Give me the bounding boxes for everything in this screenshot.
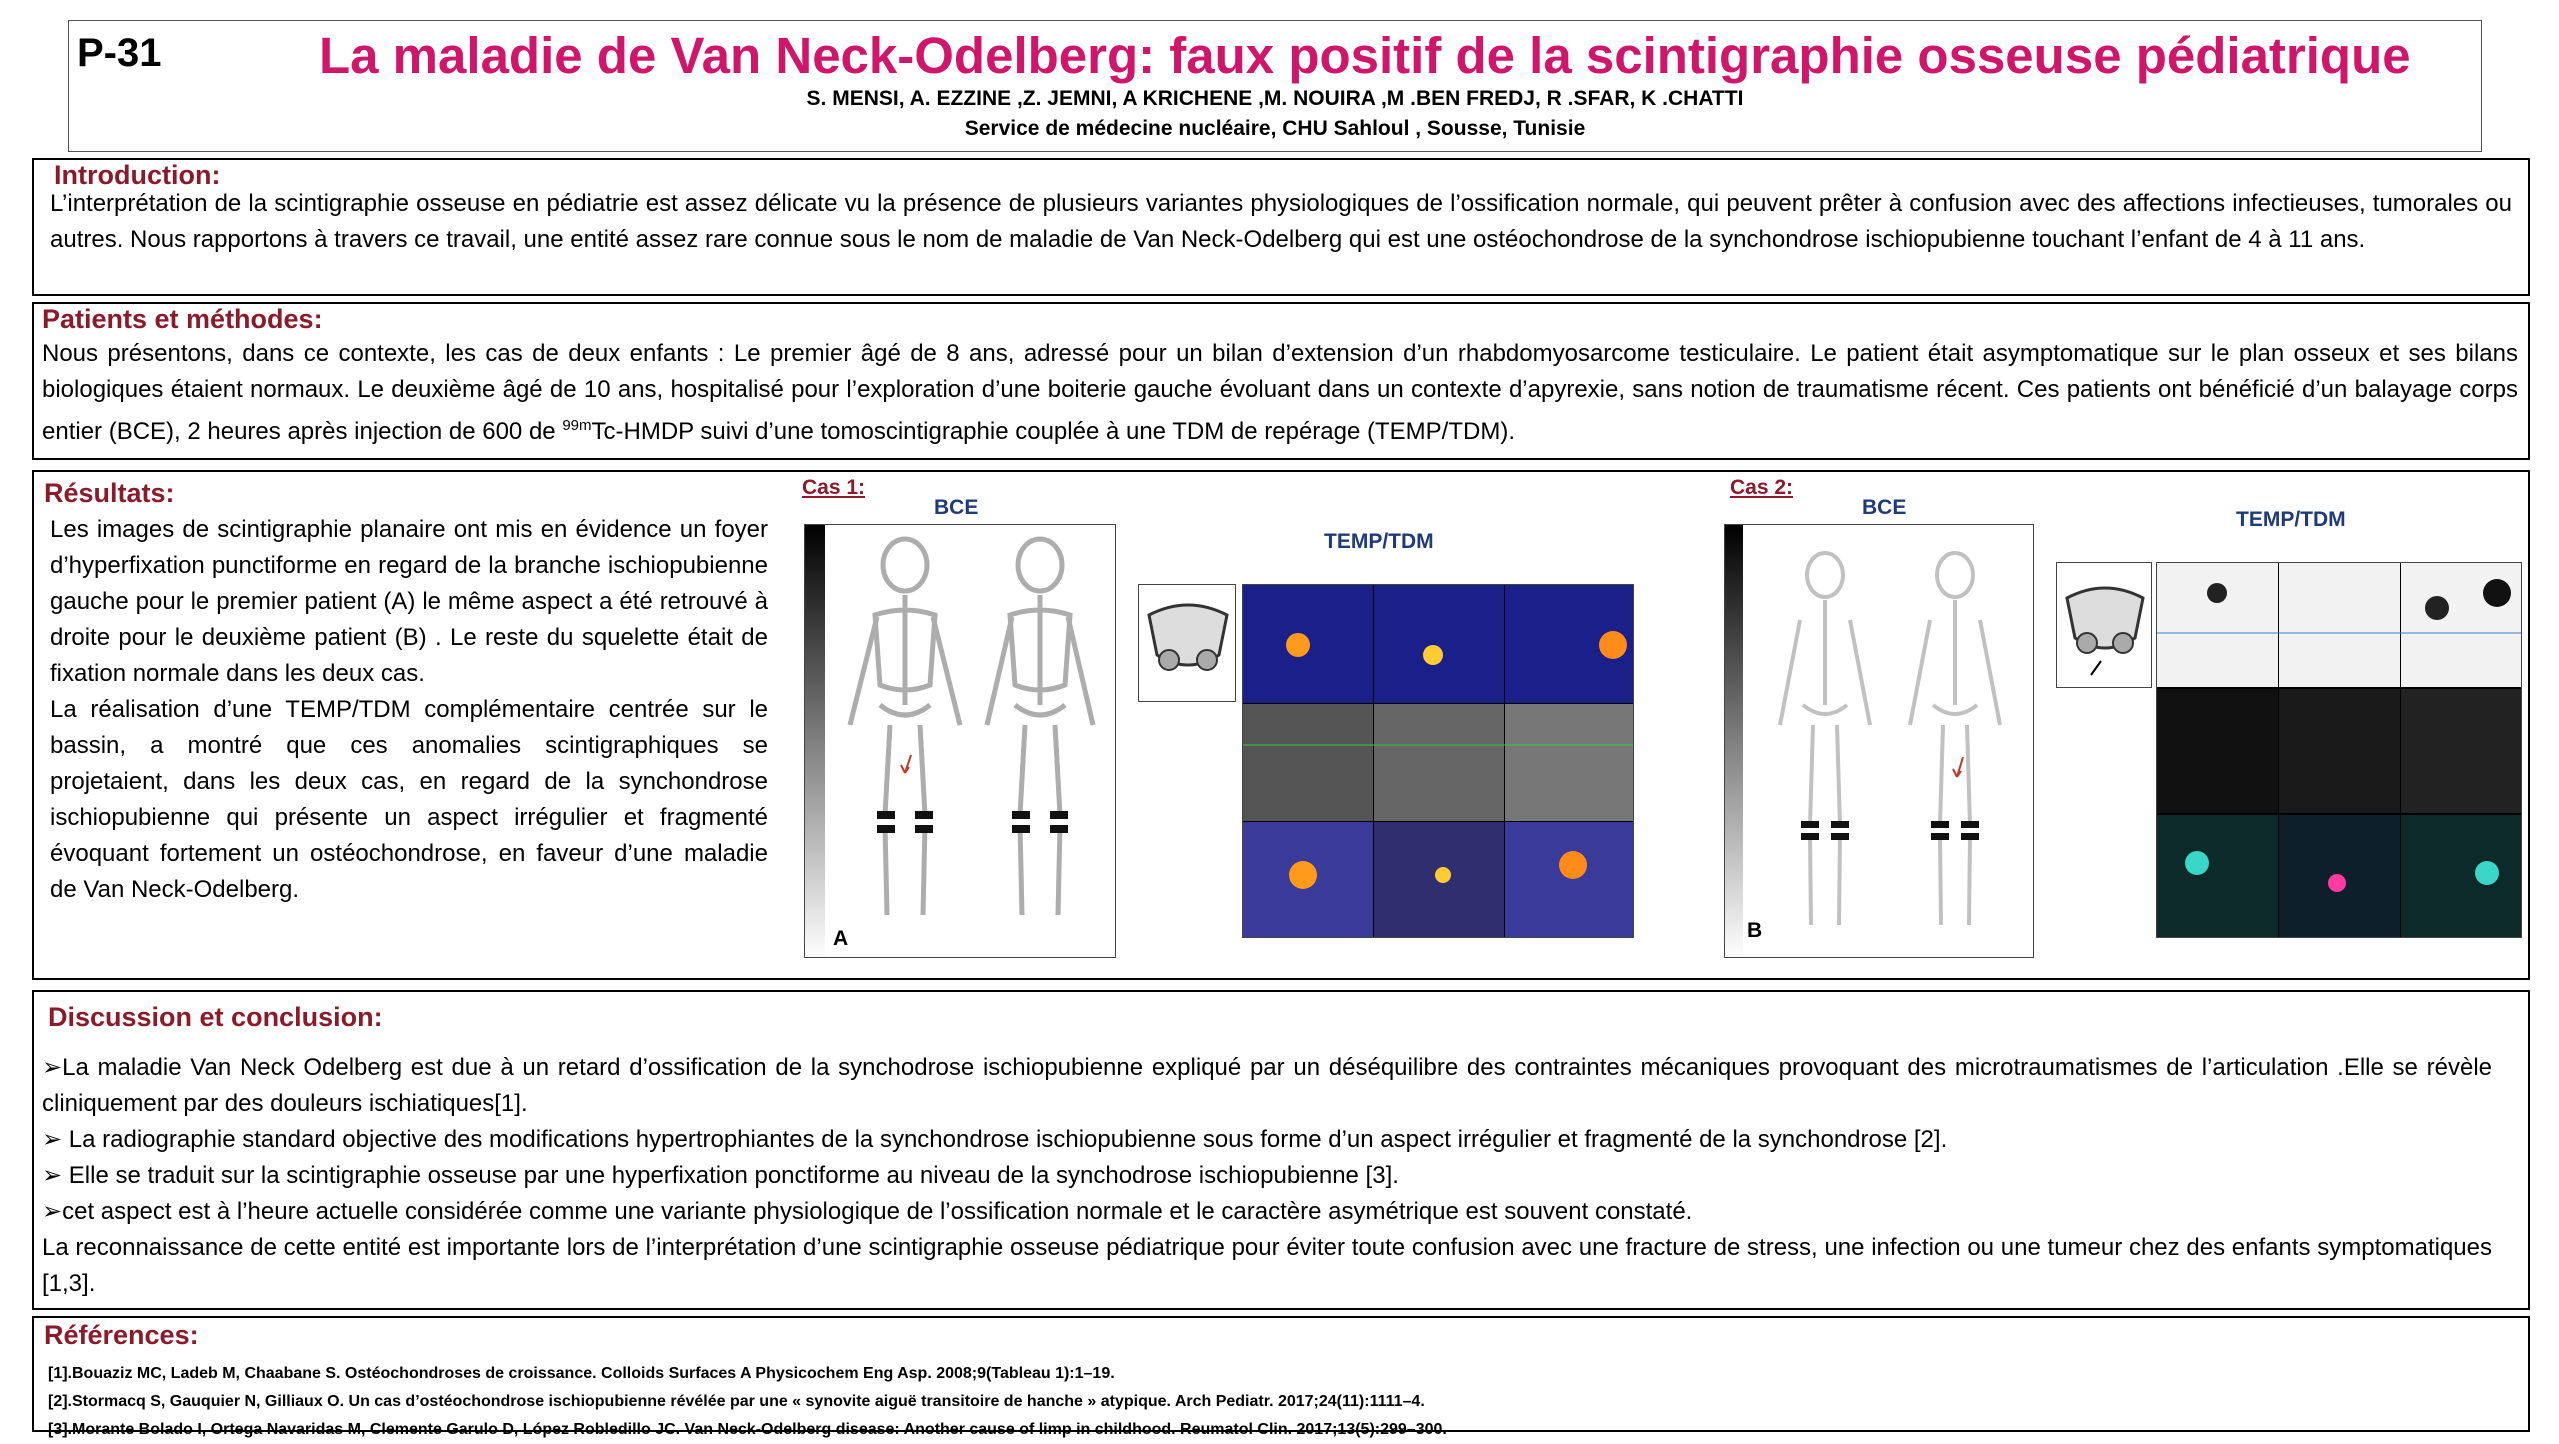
case2-spect-ct-grid bbox=[2156, 562, 2522, 938]
case1-bce-label: BCE bbox=[934, 496, 979, 519]
case1-pelvis-ct-thumb bbox=[1138, 584, 1236, 702]
results-paragraph-1: Les images de scintigraphie planaire ont mis en évidence un foyer d’hyperfixation punctiforme en regard de la branche ischiopubienne gauche pour le premier patient (A) le même aspect a été retrouvé à droite pour le deuxième patient (B) . Le reste du squelette était de fixation normale dans les deux cas. bbox=[50, 516, 768, 687]
discussion-bullet: ➢ Elle se traduit sur la scintigraphie osseuse par une hyperfixation ponctiforme au niveau de la synchodrose ischiopubienne [3]. bbox=[42, 1162, 1399, 1189]
skeleton-anterior bbox=[850, 539, 960, 915]
reference-item: [1].Bouaziz MC, Ladeb M, Chaabane S. Ostéochondroses de croissance. Colloids Surfaces A Physicochem Eng Asp. 2008;9(Tableau 1):1–19. bbox=[48, 1365, 1115, 1382]
case2-pelvis-ct-thumb bbox=[2056, 562, 2152, 688]
header-box bbox=[68, 20, 2482, 152]
case2-letter: B bbox=[1747, 919, 1763, 942]
discussion-bullet: ➢ La radiographie standard objective des modifications hypertrophiantes de la synchondrose ischiopubienne sous forme d’un aspect irrégulier et fragmenté de la synchondrose [2]. bbox=[42, 1126, 1948, 1153]
poster-id: P-31 bbox=[77, 31, 162, 75]
methods-text bbox=[42, 336, 2518, 450]
discussion-conclusion: La reconnaissance de cette entité est importante lors de l’interprétation d’une scintigraphie osseuse pédiatrique pour éviter toute confusion avec une fracture de stress, une infection ou une tumeur chez des enfants symptomatiques [1,3]. bbox=[42, 1234, 2492, 1297]
arrow-icon bbox=[901, 755, 911, 773]
discussion-bullet: ➢cet aspect est à l’heure actuelle considérée comme une variante physiologique de l’ossification normale et le caractère asymétrique est souvent constaté. bbox=[42, 1198, 1693, 1225]
service: Service de médecine nucléaire, CHU Sahloul , Sousse, Tunisie bbox=[964, 117, 1586, 140]
discussion-section bbox=[32, 990, 2530, 1310]
case1-letter: A bbox=[833, 927, 849, 950]
case1-spect-ct-grid bbox=[1242, 584, 1634, 938]
case1-bone-scan-figure bbox=[805, 525, 1116, 958]
case2-bce-label: BCE bbox=[1862, 496, 1907, 519]
discussion-list bbox=[42, 1050, 2492, 1302]
introduction-title: Introduction: bbox=[54, 160, 221, 190]
introduction-text: L’interprétation de la scintigraphie osseuse en pédiatrie est assez délicate vu la présence de plusieurs variantes physiologiques de l’ossification normale, qui peuvent prêter à confusion avec des affections infectieuses, tumorales ou autres. Nous rapportons à travers ce travail, une entité assez rare connue sous le nom de maladie de Van Neck-Odelberg qui est une ostéochondrose de la synchondrose ischiopubienne touchant l’enfant de 4 à 11 ans. bbox=[50, 190, 2512, 253]
skeleton-posterior bbox=[1910, 553, 2000, 925]
case1-bce-image bbox=[804, 524, 1116, 958]
references-title: Références: bbox=[44, 1320, 199, 1350]
case1-temp-label: TEMP/TDM bbox=[1324, 530, 1434, 553]
reference-item: [3].Morante Bolado I, Ortega Navaridas M, Clemente Garulo D, López Robledillo JC. Van Neck-Odelberg disease: Another cause of limp in childhood. Reumatol Clin. 2017;13(5):299–300. bbox=[48, 1421, 1447, 1438]
case2-label: Cas 2: bbox=[1730, 476, 1794, 499]
growth-plates bbox=[877, 811, 1068, 833]
methods-section bbox=[32, 302, 2530, 460]
case2-bce-image bbox=[1724, 524, 2034, 958]
introduction-section bbox=[32, 158, 2530, 296]
grayscale-bar bbox=[1725, 525, 1743, 958]
pelvis-thumb-figure bbox=[1139, 585, 1236, 702]
case2-spect-grid-figure bbox=[2157, 563, 2522, 938]
case1-spect-grid-figure bbox=[1243, 585, 1634, 938]
poster-title: La maladie de Van Neck-Odelberg: faux positif de la scintigraphie osseuse pédiatrique bbox=[319, 27, 2411, 84]
methods-title: Patients et méthodes: bbox=[42, 304, 323, 334]
arrow-icon bbox=[1953, 757, 1963, 777]
results-title: Résultats: bbox=[44, 478, 175, 508]
reference-item: [2].Stormacq S, Gauquier N, Gilliaux O. Un cas d’ostéochondrose ischiopubienne révélée par une « synovite aiguë transitoire de hanche » atypique. Arch Pediatr. 2017;24(11):1111–4. bbox=[48, 1393, 1425, 1410]
discussion-bullet: ➢La maladie Van Neck Odelberg est due à un retard d’ossification de la synchodrose ischiopubienne expliqué par un déséquilibre des contraintes mécaniques provoquant des microtraumatismes de l’articulation .Elle se révèle cliniquement par des douleurs ischiatiques[1]. bbox=[42, 1054, 2492, 1117]
methods-text-part2: Tc-HMDP suivi d’une tomoscintigraphie couplée à une TDM de repérage (TEMP/TDM). bbox=[591, 418, 1515, 445]
authors: S. MENSI, A. EZZINE ,Z. JEMNI, A KRICHENE ,M. NOUIRA ,M .BEN FREDJ, R .SFAR, K .CHATTI bbox=[806, 87, 1744, 110]
results-paragraph-2: La réalisation d’une TEMP/TDM complémentaire centrée sur le bassin, a montré que ces anomalies scintigraphiques se projetaient, dans les deux cas, en regard de la synchondrose ischiopubienne qui présente un aspect irrégulier et fragmenté évoquant fortement un ostéochondrose, en faveur d’une maladie de Van Neck-Odelberg. bbox=[50, 696, 768, 903]
case2-bone-scan-figure bbox=[1725, 525, 2034, 958]
pelvis-thumb-figure bbox=[2057, 563, 2152, 688]
results-text bbox=[50, 512, 768, 908]
growth-plates bbox=[1801, 821, 1979, 840]
methods-text-part1: Nous présentons, dans ce contexte, les cas de deux enfants : Le premier âgé de 8 ans, adressé pour un bilan d’extension d’un rhabdomyosarcome testiculaire. Le patient était asymptomatique sur le plan osseux et ses bilans biologiques étaient normaux. Le deuxième âgé de 10 ans, hospitalisé pour l’exploration d’une boiterie gauche évoluant dans un contexte d’apyrexie, sans notion de traumatisme récent. Ces patients ont bénéficié d’un balayage corps entier (BCE), 2 heures après injection de 600 de bbox=[42, 340, 2518, 445]
case1-label: Cas 1: bbox=[802, 476, 866, 499]
skeleton-anterior bbox=[1780, 553, 1870, 925]
references-list bbox=[48, 1360, 1447, 1444]
discussion-title: Discussion et conclusion: bbox=[48, 1002, 383, 1032]
skeleton-posterior bbox=[987, 539, 1093, 915]
grayscale-bar bbox=[805, 525, 825, 958]
results-section bbox=[32, 470, 2530, 980]
references-section bbox=[32, 1316, 2530, 1438]
isotope-superscript: 99m bbox=[562, 417, 592, 434]
case2-temp-label: TEMP/TDM bbox=[2236, 508, 2346, 531]
